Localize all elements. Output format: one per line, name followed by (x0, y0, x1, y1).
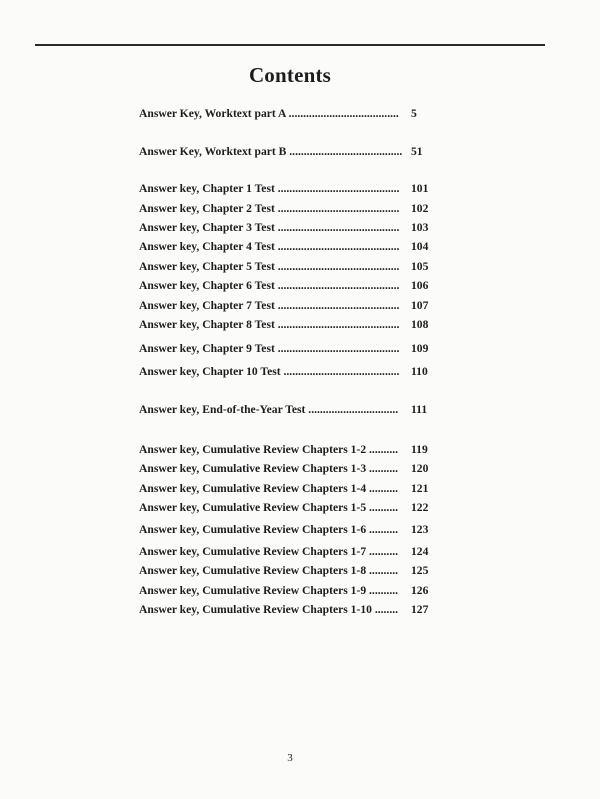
toc-entry-page: 123 (411, 523, 429, 536)
toc-entry (139, 462, 437, 478)
toc-entry-page: 121 (411, 482, 429, 495)
toc-entry (139, 279, 437, 295)
toc-entry-label: Answer key, Chapter 1 Test .......................................... (139, 182, 400, 195)
page-number: 3 (287, 752, 293, 764)
toc-entry-label: Answer key, Cumulative Review Chapters 1-5 .......... (139, 501, 399, 514)
toc-entry-page: 5 (411, 107, 417, 120)
toc-entry (139, 221, 437, 237)
page-title: Contents (248, 63, 332, 87)
toc-entry (139, 202, 437, 218)
toc-entry-page: 119 (411, 443, 428, 456)
toc-entry-label: Answer key, Cumulative Review Chapters 1-8 .......... (139, 564, 399, 577)
toc-entry (139, 260, 437, 276)
toc-entry (139, 342, 437, 358)
toc-entry-page: 108 (411, 318, 429, 331)
toc-entry (139, 240, 437, 256)
toc-entry (139, 299, 437, 315)
toc-entry-label: Answer key, Chapter 4 Test .......................................... (139, 240, 400, 253)
toc-entry-page: 105 (411, 260, 429, 273)
toc-entry-label: Answer key, Cumulative Review Chapters 1-3 .......... (139, 462, 399, 475)
toc-entry-page: 124 (411, 545, 429, 558)
toc-entry-page: 51 (411, 145, 423, 158)
toc-entry (139, 107, 437, 123)
toc-entry (139, 365, 437, 381)
toc-entry-label: Answer Key, Worktext part A ...................................... (139, 107, 399, 120)
toc-entry-label: Answer key, Chapter 2 Test .......................................... (139, 202, 400, 215)
toc-entry (139, 443, 437, 459)
toc-entry (139, 584, 437, 600)
toc-entry-label: Answer key, Cumulative Review Chapters 1-7 .......... (139, 545, 399, 558)
toc-entry (139, 482, 437, 498)
toc-entry-label: Answer key, Chapter 5 Test .......................................... (139, 260, 400, 273)
toc-entry-label: Answer key, Chapter 8 Test .......................................... (139, 318, 400, 331)
toc-entry (139, 603, 437, 619)
toc-entry-label: Answer key, Cumulative Review Chapters 1-9 .......... (139, 584, 399, 597)
toc-entry-label: Answer Key, Worktext part B ....................................... (139, 145, 403, 158)
toc-entry-page: 109 (411, 342, 429, 355)
toc-entry (139, 145, 437, 161)
toc-entry (139, 182, 437, 198)
toc-entry-page: 104 (411, 240, 429, 253)
toc-entry-page: 101 (411, 182, 429, 195)
toc-entry (139, 403, 437, 419)
toc-entry-page: 127 (411, 603, 429, 616)
toc-entry-page: 103 (411, 221, 429, 234)
toc-entry-label: Answer key, Cumulative Review Chapters 1-6 .......... (139, 523, 399, 536)
toc-entry (139, 545, 437, 561)
toc-entry-page: 111 (411, 403, 428, 416)
toc-entry-page: 106 (411, 279, 429, 292)
toc-entry-label: Answer key, Chapter 9 Test .......................................... (139, 342, 400, 355)
toc-entry-label: Answer key, Chapter 10 Test ........................................ (139, 365, 400, 378)
toc-entry-page: 110 (411, 365, 428, 378)
toc-entry-label: Answer key, Chapter 6 Test .......................................... (139, 279, 400, 292)
toc-entry-label: Answer key, Chapter 7 Test .......................................... (139, 299, 400, 312)
toc-entry-label: Answer key, Cumulative Review Chapters 1-4 .......... (139, 482, 399, 495)
toc-entry (139, 318, 437, 334)
toc-entry-page: 107 (411, 299, 429, 312)
toc-entry-label: Answer key, Chapter 3 Test .......................................... (139, 221, 400, 234)
toc-entry-label: Answer key, End-of-the-Year Test ............................... (139, 403, 399, 416)
toc-entry-page: 126 (411, 584, 429, 597)
toc-entry-page: 122 (411, 501, 429, 514)
toc-entry-page: 120 (411, 462, 429, 475)
toc-entry-label: Answer key, Cumulative Review Chapters 1-2 .......... (139, 443, 399, 456)
toc-entry-label: Answer key, Cumulative Review Chapters 1-10 ........ (139, 603, 399, 616)
toc-entry-page: 102 (411, 202, 429, 215)
toc-entry (139, 523, 437, 539)
toc-entry (139, 564, 437, 580)
top-rule (35, 44, 545, 46)
toc-entry-page: 125 (411, 564, 429, 577)
toc-entry (139, 501, 437, 517)
